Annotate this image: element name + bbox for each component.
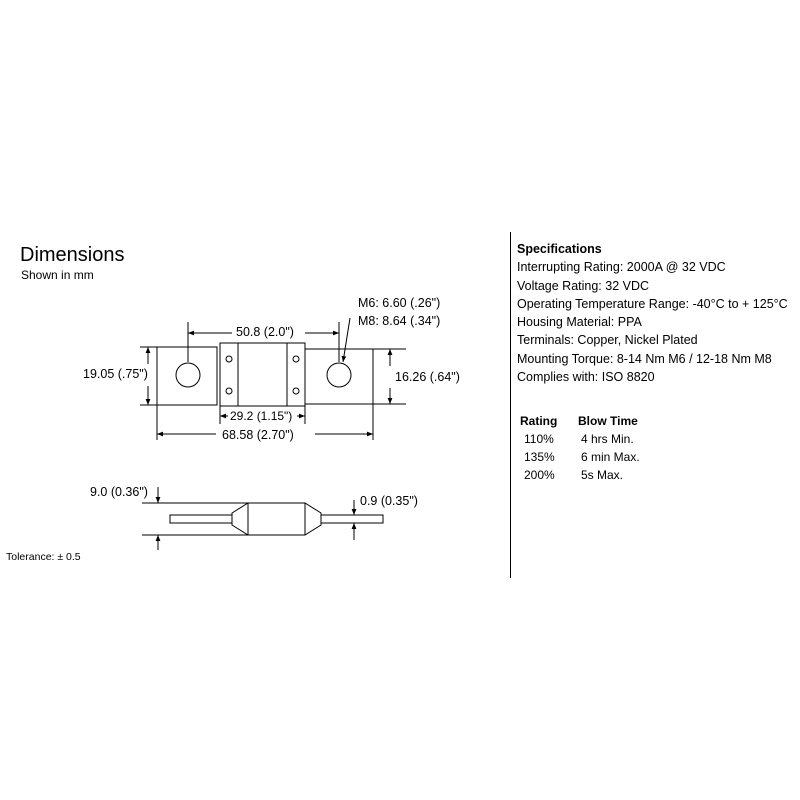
dim-overall-length: 68.58 (2.70"): [222, 428, 294, 442]
rating-value: 200%: [524, 468, 555, 482]
dim-thickness-body: 9.0 (0.36"): [90, 485, 148, 499]
left-bolt-hole: [176, 363, 200, 387]
column-divider: [510, 232, 511, 578]
dim-thickness-terminal: 0.9 (0.35"): [360, 494, 418, 508]
dim-height-terminal: 16.26 (.64"): [395, 370, 460, 384]
left-terminal: [157, 347, 217, 405]
dim-hole-m8: M8: 8.64 (.34"): [358, 314, 441, 328]
fuse-body: [220, 343, 305, 406]
specifications-heading: Specifications: [517, 242, 602, 256]
rating-value: 110%: [524, 432, 554, 446]
blow-time-value: 6 min Max.: [581, 450, 640, 464]
spec-line: Complies with: ISO 8820: [517, 370, 655, 385]
table-row: [520, 430, 640, 448]
side-body: [232, 503, 321, 535]
spec-line: Voltage Rating: 32 VDC: [517, 278, 650, 293]
blow-time-value: 5s Max.: [581, 468, 624, 482]
rating-table: [520, 412, 640, 484]
tolerance-note: Tolerance: ± 0.5: [6, 551, 81, 563]
rating-header: Rating: [520, 414, 558, 428]
spec-line: Housing Material: PPA: [517, 315, 642, 330]
table-row: [520, 448, 640, 466]
rating-value: 135%: [524, 450, 555, 464]
blow-time-value: 4 hrs Min.: [581, 432, 634, 446]
dim-body-length: 29.2 (1.15"): [230, 409, 293, 423]
dim-height-outer: 19.05 (.75"): [83, 367, 148, 381]
units-note: Shown in mm: [21, 268, 94, 282]
page-title: Dimensions: [20, 244, 125, 266]
specifications-panel: [517, 240, 788, 386]
spec-line: Terminals: Copper, Nickel Plated: [517, 333, 698, 348]
spec-line: Operating Temperature Range: -40°C to + 125°C: [517, 296, 788, 311]
dim-hole-m6: M6: 6.60 (.26"): [358, 296, 441, 310]
blow-time-header: Blow Time: [578, 414, 638, 428]
right-bolt-hole: [327, 363, 351, 387]
table-row: [520, 466, 640, 484]
dim-length-center: 50.8 (2.0"): [236, 325, 294, 339]
spec-line: Interrupting Rating: 2000A @ 32 VDC: [517, 260, 726, 275]
spec-line: Mounting Torque: 8-14 Nm M6 / 12-18 Nm M8: [517, 351, 772, 366]
rating-table-header: [520, 412, 640, 430]
